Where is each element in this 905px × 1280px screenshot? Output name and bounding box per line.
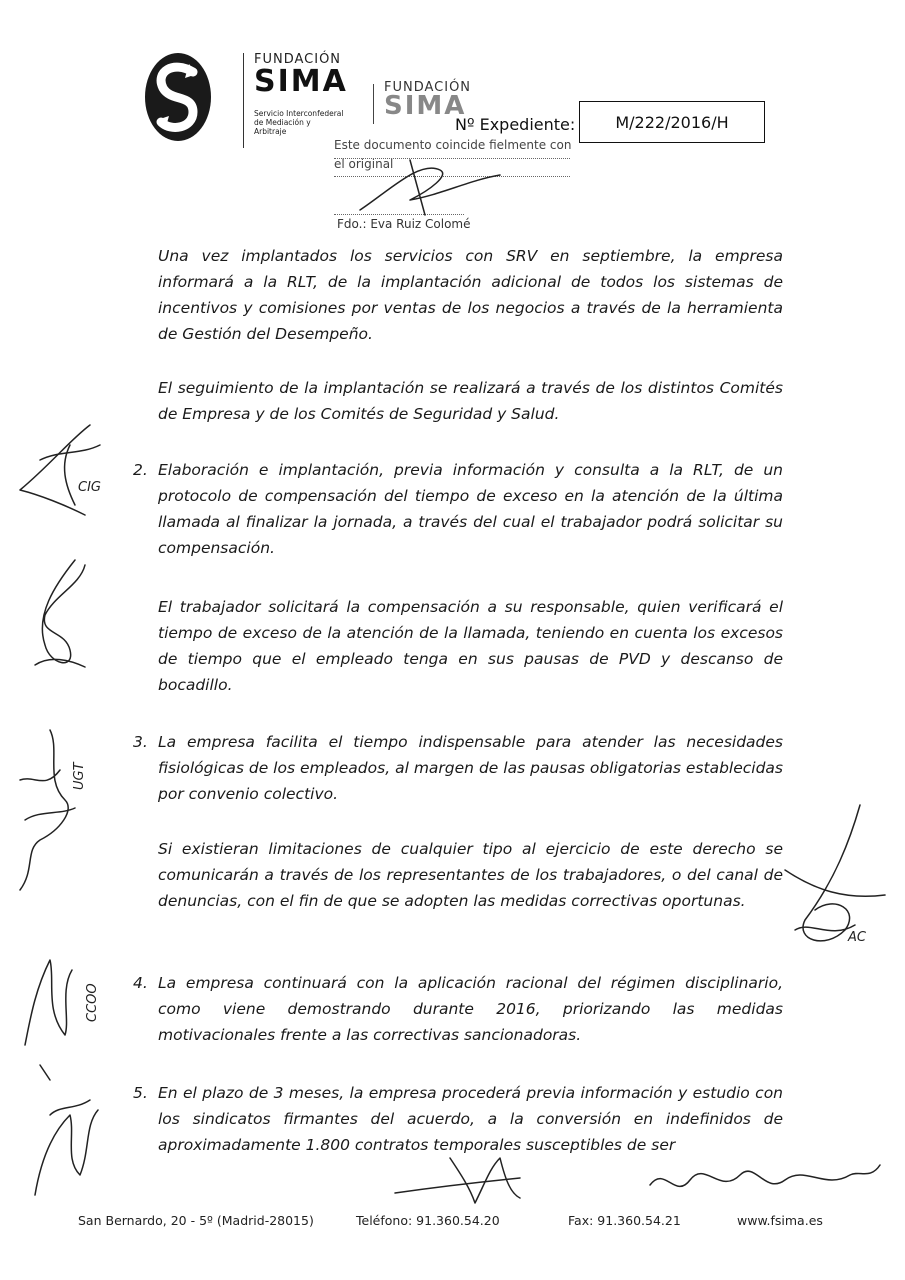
expediente-label: Nº Expediente: bbox=[455, 115, 576, 134]
expediente-value: M/222/2016/H bbox=[615, 113, 729, 132]
org-label: FUNDACIÓN bbox=[254, 52, 342, 67]
header-divider bbox=[243, 53, 244, 148]
footer-address: San Bernardo, 20 - 5º (Madrid-28015) bbox=[78, 1213, 314, 1228]
sima-logo-icon bbox=[143, 50, 213, 145]
footer-signature-icon bbox=[645, 1155, 885, 1205]
stamp-signature-icon bbox=[350, 150, 510, 220]
stamp-org-name: SIMA bbox=[384, 91, 467, 121]
expediente-box bbox=[579, 101, 765, 143]
margin-initials: UGT bbox=[72, 762, 87, 790]
item-number: 2. bbox=[133, 461, 148, 479]
item-number: 4. bbox=[133, 974, 148, 992]
paragraph-intro: Una vez implantados los servicios con SRV en septiembre, la empresa informará a la RLT, de la implantación adicional de todos los sistemas de incentivos y comisiones por ventas de los negocios a través de la herramienta de Gestión del Desempeño. bbox=[158, 247, 783, 343]
item-number: 3. bbox=[133, 733, 148, 751]
item-4-text: La empresa continuará con la aplicación racional del régimen disciplinario, como viene demostrando durante 2016, priorizando las medidas motivacionales frente a las correctivas sancionadoras. bbox=[158, 974, 783, 1044]
footer-website[interactable]: www.fsima.es bbox=[737, 1213, 823, 1228]
paragraph-seguimiento: El seguimiento de la implantación se realizará a través de los distintos Comités de Empresa y de los Comités de Seguridad y Salud. bbox=[158, 379, 783, 423]
stamp-divider bbox=[373, 84, 374, 124]
item-3-continuation: Si existieran limitaciones de cualquier tipo al ejercicio de este derecho se comunicarán a través de los representantes de los trabajadores, o del canal de denuncias, con el fin de que se adopten las medidas correctivas oportunas. bbox=[158, 840, 783, 910]
item-number: 5. bbox=[133, 1084, 148, 1102]
item-2-text: Elaboración e implantación, previa información y consulta a la RLT, de un protocolo de compensación del tiempo de exceso en la atención de la última llamada al finalizar la jornada, a través del cual el trabajador podrá solicitar su compensación. bbox=[158, 461, 783, 557]
stamp-org-label: FUNDACIÓN bbox=[384, 80, 472, 95]
item-3-text: La empresa facilita el tiempo indispensable para atender las necesidades fisiológicas de los empleados, al margen de las pausas obligatorias establecidas por convenio colectivo. bbox=[158, 733, 783, 803]
margin-initials: AC bbox=[848, 930, 866, 945]
stamp-signer: Fdo.: Eva Ruiz Colomé bbox=[337, 217, 471, 231]
footer-phone: Teléfono: 91.360.54.20 bbox=[356, 1213, 500, 1228]
footer-fax: Fax: 91.360.54.21 bbox=[568, 1213, 681, 1228]
margin-signature-icon bbox=[20, 1055, 110, 1205]
margin-signature-icon bbox=[10, 415, 120, 525]
margin-signature-icon bbox=[765, 800, 905, 990]
margin-signature-icon bbox=[25, 555, 95, 680]
org-subtitle: Servicio Interconfederal de Mediación y Arbitraje bbox=[254, 109, 344, 136]
margin-signature-icon bbox=[10, 950, 80, 1050]
footer-signature-icon bbox=[390, 1148, 560, 1213]
margin-signature-icon bbox=[5, 720, 85, 900]
org-name: SIMA bbox=[254, 64, 348, 99]
item-2-continuation: El trabajador solicitará la compensación a su responsable, quien verificará el tiempo de exceso de la atención de la llamada, teniendo en cuenta los excesos de tiempo que el empleado tenga en sus pausas de PVD y descanso de bocadillo. bbox=[158, 598, 783, 694]
margin-initials: CIG bbox=[78, 480, 101, 495]
margin-initials: CCOO bbox=[85, 983, 100, 1022]
certification-stamp-text: Este documento coincide fielmente con el original bbox=[334, 138, 572, 171]
item-5-text: En el plazo de 3 meses, la empresa procederá previa información y estudio con los sindicatos firmantes del acuerdo, a la conversión en indefinidos de aproximadamente 1.800 contratos temporales susceptibles de ser bbox=[158, 1084, 783, 1154]
